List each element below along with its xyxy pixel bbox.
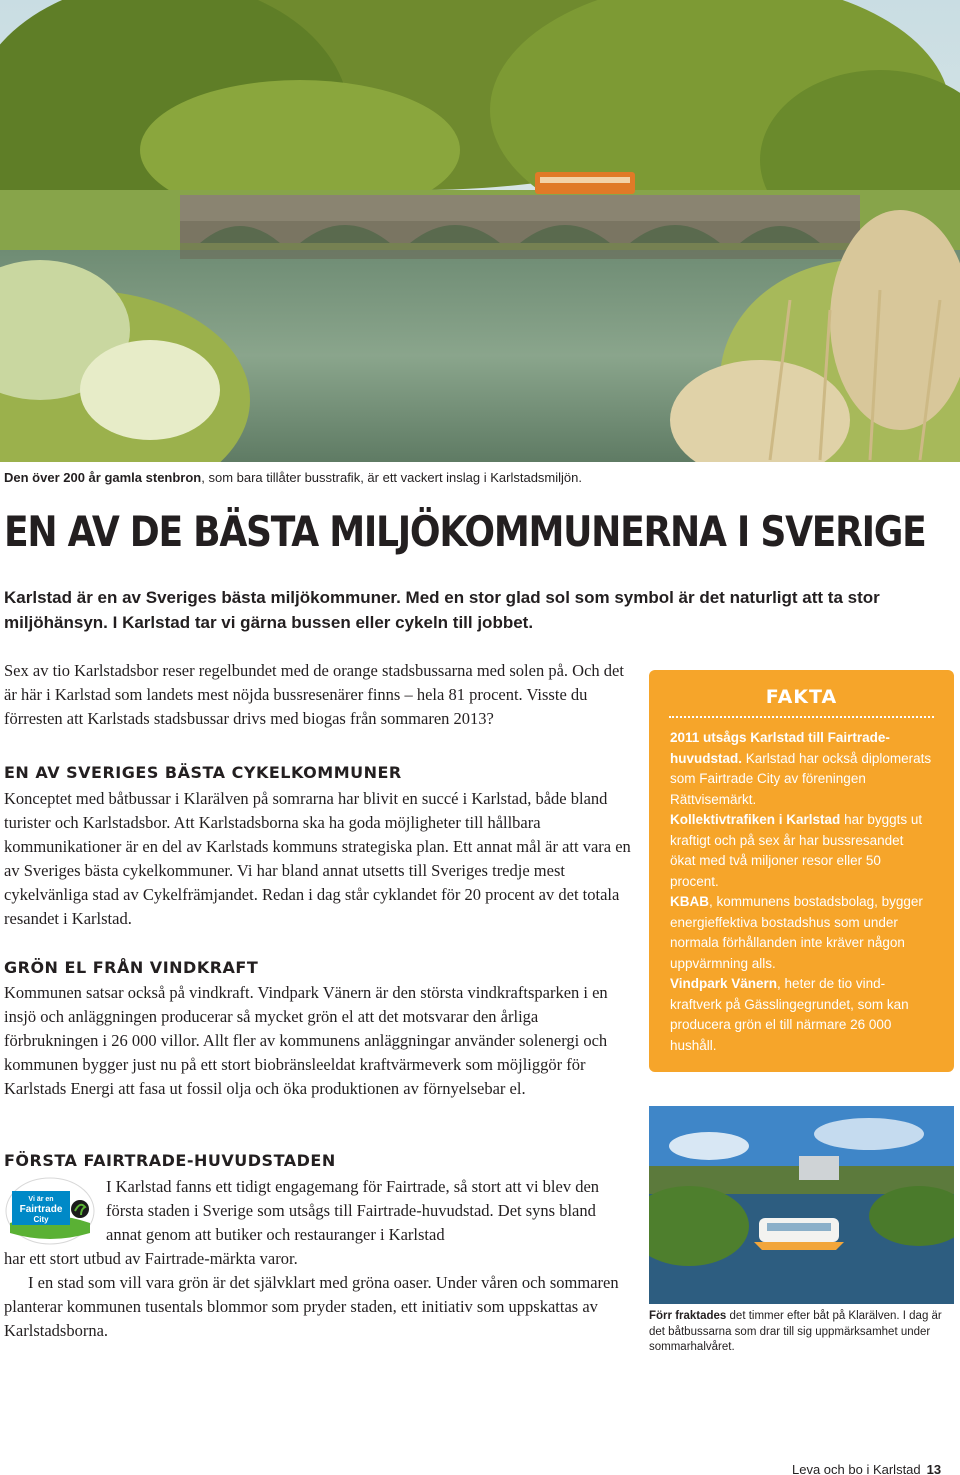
fakta-item-bold: 2011 utsågs Karlstad till Fairtradehuvudstad. bbox=[670, 730, 890, 766]
hero-photo-stone-bridge bbox=[0, 0, 960, 462]
caption-text: , som bara tillåter busstrafik, är ett vackert inslag i Karlstadsmiljön. bbox=[201, 470, 583, 485]
fakta-divider bbox=[669, 716, 934, 718]
intro-paragraph: Sex av tio Karlstadsbor reser regelbundet med de orange stadsbussarna med solen på. Och det är här i Karlstad som landets mest nöjda bussresenärer finns – hela 81 procent. Visste du förresten att Karlstads stadsbussar drivs med biogas från sommaren 2013? bbox=[4, 661, 624, 728]
fakta-item-text: har byggts ut kraftigt och på sex år har bussresandet ökat med två miljoner resor eller 50 procent. bbox=[670, 812, 923, 889]
lede-paragraph: Karlstad är en av Sveriges bästa miljökommuner. Med en stor glad sol som symbol är det naturligt att ta stor miljöhänsyn. I Karlstad tar vi gärna bussen eller cykeln till jobbet. bbox=[4, 588, 880, 632]
section-heading-fairtrade: FÖRSTA FAIRTRADE-HUVUDSTADEN bbox=[4, 1151, 336, 1170]
fairtrade-city-logo bbox=[4, 1175, 96, 1247]
boat-photo-caption bbox=[649, 1309, 954, 1356]
section-heading-cycling: EN AV SVERIGES BÄSTA CYKELKOMMUNER bbox=[4, 763, 402, 782]
section-text-cycling: Konceptet med båtbussar i Klarälven på somrarna har blivit en succé i Karlstad, både bland turister och Karlstadsbor. Att Karlstadsborna ska ha goda möjligheter till hållbara kommunikationer är en del av Karlstads kommuns strategiska plan. Ett annat mål är att vara en av Sveriges bästa cykelkommuner. Vi har bland annat utsetts till Sveriges tredje mest cykelvänliga stad av Cykelfrämjandet. Redan i dag står cyklandet för 20 procent av det totala resandet i Karlstad. bbox=[4, 789, 631, 928]
page-headline: EN AV DE BÄSTA MILJÖKOMMUNERNA I SVERIGE bbox=[4, 507, 926, 556]
fakta-title: FAKTA bbox=[765, 686, 838, 708]
page-number: 13 bbox=[926, 1462, 942, 1475]
logo-line3: City bbox=[33, 1215, 49, 1224]
section-text-fairtrade-continued: har ett stort utbud av Fairtrade-märkta varor. bbox=[4, 1249, 298, 1268]
fakta-item-text: , heter de tio vindkraftverk på Gässlingegrundet, som kan producera grön el till närmare 26 000 hushåll. bbox=[670, 976, 909, 1053]
section-text-fairtrade: I Karlstad fanns ett tidigt engagemang för Fairtrade, så stort att vi blev den första staden i Sverige som utsågs till Fairtrade-huvudstad. Det syns bland annat genom att butiker och restauranger i Karlstad bbox=[106, 1177, 600, 1244]
fakta-item-bold: Kollektivtrafiken i Karlstad bbox=[670, 812, 841, 827]
section-heading-wind-power: GRÖN EL FRÅN VINDKRAFT bbox=[4, 958, 259, 977]
page-footer bbox=[792, 1462, 941, 1475]
caption-bold: Den över 200 år gamla stenbron bbox=[4, 470, 202, 485]
fakta-item bbox=[670, 974, 932, 1056]
fakta-list bbox=[670, 728, 932, 1056]
fakta-item-text: , kommunens bostadsbolag, bygger energieffektiva bostadshus som under normala förhållanden inte kräver någon uppvärmning alls. bbox=[670, 894, 923, 971]
caption-bold: Förr fraktades bbox=[649, 1310, 727, 1322]
fakta-item bbox=[670, 728, 932, 810]
logo-line1: Vi är en bbox=[28, 1196, 54, 1203]
section-text-green-oases: I en stad som vill vara grön är det självklart med gröna oaser. Under våren och sommaren planterar kommunen tusentals blommor som pryder staden, ett initiativ som uppskattas av Karlstadsborna. bbox=[4, 1273, 619, 1340]
fakta-item bbox=[670, 810, 932, 892]
footer-title: Leva och bo i Karlstad bbox=[792, 1462, 921, 1475]
fakta-item-bold: KBAB bbox=[670, 894, 709, 909]
fakta-item-text: Karlstad har också diplomerats som Fairtrade City av föreningen Rättvisemärkt. bbox=[670, 750, 932, 807]
caption-text: det timmer efter båt på Klarälven. I dag är det båtbussarna som drar till sig uppmärksamhet under sommarhalvåret. bbox=[649, 1310, 942, 1353]
fakta-box bbox=[649, 670, 954, 1072]
boat-bus-photo bbox=[649, 1106, 954, 1304]
logo-line2: Fairtrade bbox=[19, 1204, 63, 1215]
hero-photo-caption bbox=[4, 470, 582, 485]
fakta-item-bold: Vindpark Vänern bbox=[670, 976, 778, 991]
fakta-item bbox=[670, 892, 932, 974]
section-text-wind-power: Kommunen satsar också på vindkraft. Vindpark Vänern är den största vindkraftsparken i en insjö och anläggningen producerar så mycket grön el att det motsvarar den årliga förbrukningen i 26 000 villor. Allt fler av kommunens anläggningar använder solenergi och kommunen bygger just nu på ett stort biobränsleeldat kraftvärmeverk som möjliggör för Karlstads Energi att fasa ut fossil olja och öka produktionen av förnyelsebar el. bbox=[4, 983, 608, 1098]
